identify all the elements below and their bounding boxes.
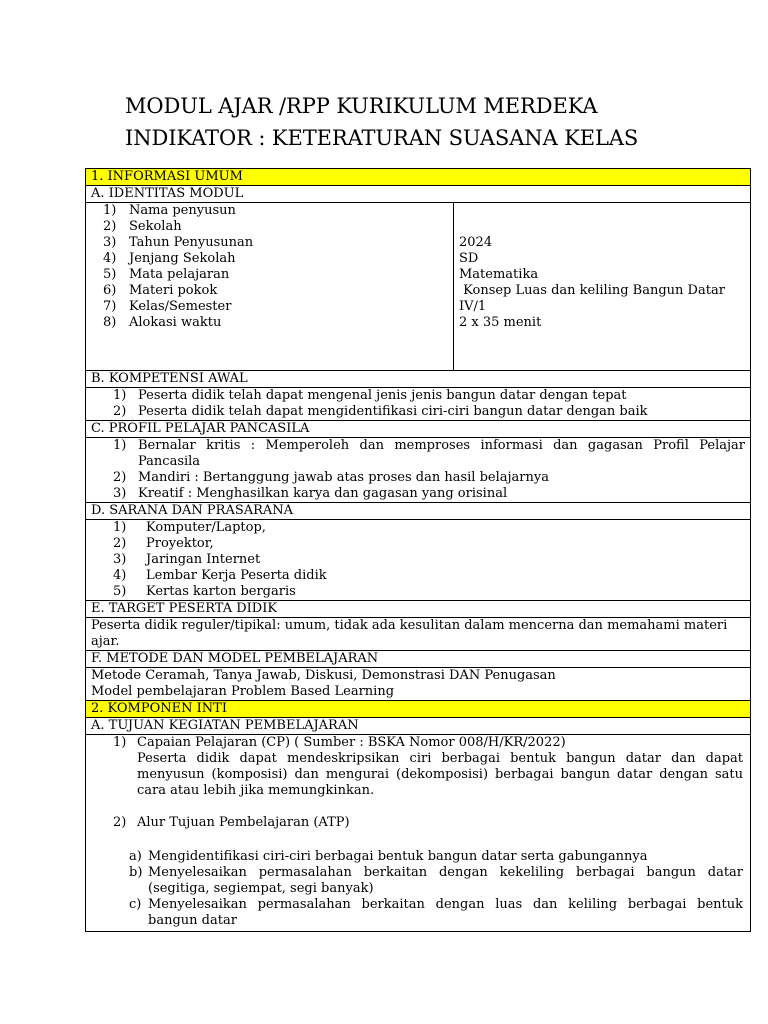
section-tujuan: A. TUJUAN KEGIATAN PEMBELAJARAN	[86, 718, 751, 735]
cp-block: 1) Capaian Pelajaran (CP) ( Sumber : BSKA Nomor 008/H/KR/2022) Peserta didik dapat mendeskripsikan ciri berbagai bentuk bangun datar dan dapat menyusun (komposisi) dan mengurai (dekomposisi) berbagai bangun datar dengan satu cara atau lebih jika memungkinkan.	[113, 735, 744, 798]
identitas-values-cell	[454, 203, 751, 371]
section-informasi-umum: 1. INFORMASI UMUM	[86, 169, 751, 186]
atp-title: Alur Tujuan Pembelajaran (ATP)	[137, 815, 350, 830]
model-line: Model pembelajaran Problem Based Learning	[91, 684, 395, 699]
atp-block: 2) Alur Tujuan Pembelajaran (ATP)	[91, 815, 743, 831]
section-metode: F. METODE DAN MODEL PEMBELAJARAN	[86, 651, 751, 668]
target-cell: Peserta didik reguler/tipikal: umum, tidak ada kesulitan dalam mencerna dan memahami materi ajar.	[86, 618, 751, 651]
list-item: 5) Kertas karton bergaris	[113, 584, 296, 599]
cp-title: Capaian Pelajaran (CP) ( Sumber : BSKA Nomor 008/H/KR/2022)	[137, 735, 566, 750]
kompetensi-awal-cell	[86, 388, 751, 421]
section-profil-pancasila: C. PROFIL PELAJAR PANCASILA	[86, 421, 751, 438]
value-materi: Konsep Luas dan keliling Bangun Datar	[459, 283, 725, 298]
list-item: 2) Sekolah	[103, 219, 182, 234]
sarana-list	[91, 520, 745, 600]
list-item: 2) Peserta didik telah dapat mengidentifikasi ciri-ciri bangun datar dengan baik	[113, 404, 648, 419]
list-item: 3) Jaringan Internet	[113, 552, 261, 567]
list-item: 3) Tahun Penyusunan	[103, 235, 254, 250]
list-item: 7) Kelas/Semester	[103, 299, 232, 314]
value-jenjang: SD	[459, 251, 479, 266]
list-item: 1) Komputer/Laptop,	[113, 520, 266, 535]
document-title-line2: INDIKATOR : KETERATURAN SUASANA KELAS	[125, 126, 639, 150]
list-item: 1) Bernalar kritis : Memperoleh dan memproses informasi dan gagasan Profil Pelajar Pancasila	[113, 438, 746, 469]
section-sarana: D. SARANA DAN PRASARANA	[86, 503, 751, 520]
section-identitas-modul: A. IDENTITAS MODUL	[86, 186, 751, 203]
cp-text: Peserta didik dapat mendeskripsikan ciri berbagai bentuk bangun datar dan dapat menyusun (komposisi) dan mengurai (dekomposisi) berbagai bangun datar dengan satu cara atau lebih jika memungkinkan.	[137, 751, 744, 798]
section-target: E. TARGET PESERTA DIDIK	[86, 601, 751, 618]
list-item: c) Menyelesaikan permasalahan berkaitan dengan luas dan keliling berbagai bentuk bangun datar	[129, 897, 744, 928]
list-item: 1) Nama penyusun	[103, 203, 236, 218]
atp-list	[91, 849, 743, 931]
value-alokasi: 2 x 35 menit	[459, 315, 542, 330]
list-item: a) Mengidentifikasi ciri-ciri berbagai bentuk bangun datar serta gabungannya	[129, 849, 648, 864]
section-kompetensi-awal: B. KOMPETENSI AWAL	[86, 371, 751, 388]
identitas-labels-cell	[86, 203, 454, 371]
value-tahun: 2024	[459, 235, 493, 250]
value-kelas: IV/1	[459, 299, 487, 314]
list-item: 2) Proyektor,	[113, 536, 214, 551]
modul-table	[85, 168, 751, 932]
list-item: 4) Lembar Kerja Peserta didik	[113, 568, 327, 583]
tujuan-cell	[86, 735, 751, 932]
list-item: 4) Jenjang Sekolah	[103, 251, 236, 266]
kompetensi-list	[91, 388, 745, 420]
sarana-cell	[86, 520, 751, 601]
document-title-line1: MODUL AJAR /RPP KURIKULUM MERDEKA	[125, 94, 598, 118]
profil-pancasila-cell	[86, 438, 751, 503]
list-item: b) Menyelesaikan permasalahan berkaitan dengan kekeliling berbagai bangun datar (segitiga, segiempat, segi banyak)	[129, 865, 744, 896]
identitas-label-list	[91, 203, 448, 331]
profil-list	[91, 438, 745, 502]
metode-cell	[86, 668, 751, 701]
list-item: 5) Mata pelajaran	[103, 267, 230, 282]
section-komponen-inti: 2. KOMPONEN INTI	[86, 701, 751, 718]
metode-line: Metode Ceramah, Tanya Jawab, Diskusi, Demonstrasi DAN Penugasan	[91, 668, 556, 683]
list-item: 2) Mandiri : Bertanggung jawab atas proses dan hasil belajarnya	[113, 470, 549, 485]
list-item: 8) Alokasi waktu	[103, 315, 222, 330]
value-mapel: Matematika	[459, 267, 539, 282]
list-item: 1) Peserta didik telah dapat mengenal jenis jenis bangun datar dengan tepat	[113, 388, 627, 403]
list-item: 3) Kreatif : Menghasilkan karya dan gagasan yang orisinal	[113, 486, 508, 501]
list-item: 6) Materi pokok	[103, 283, 218, 298]
